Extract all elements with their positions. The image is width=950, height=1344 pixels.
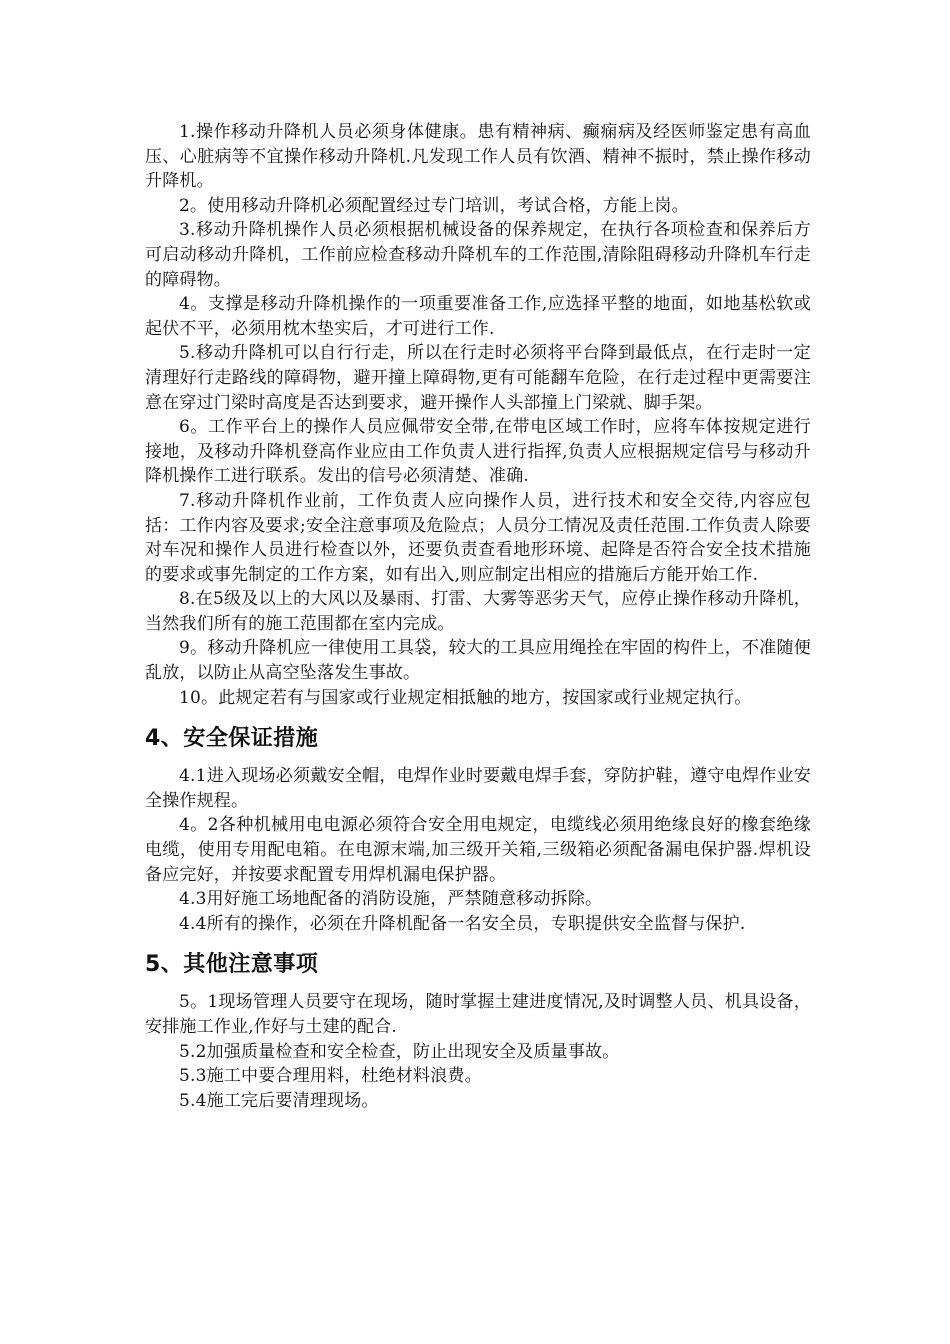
section-4-item: 4.1进入现场必须戴安全帽，电焊作业时要戴电焊手套，穿防护鞋，遵守电焊作业安全操作规程。: [145, 766, 811, 811]
section-5-item: 5.4施工完后要清理现场。: [179, 1090, 379, 1111]
section-4-heading: 4、安全保证措施: [145, 726, 319, 752]
section-4-item: 4。2各种机械用电电源必须符合安全用电规定，电缆线必须用绝缘良好的橡套绝缘电缆，使用专用配电箱。在电源末端,加三级开关箱,三级箱必须配备漏电保护器.焊机设备应完好，并按要求配置专用焊机漏电保护器。: [145, 815, 811, 885]
section-5-item: 5.3施工中要合理用料，杜绝材料浪费。: [179, 1066, 482, 1087]
rule-item-1: 1.操作移动升降机人员必须身体健康。患有精神病、癫痫病及经医师鉴定患有高血压、心脏病等不宜操作移动升降机.凡发现工作人员有饮酒、精神不振时，禁止操作移动升降机。: [145, 122, 811, 192]
document-page: [145, 120, 811, 1113]
rule-item-6: 6。工作平台上的操作人员应佩带安全带,在带电区域工作时，应将车体按规定进行接地，及移动升降机登高作业应由工作负责人进行指挥,负责人应根据规定信号与移动升降机操作工进行联系。发出的信号必须清楚、准确.: [145, 417, 811, 487]
rule-item-7: 7.移动升降机作业前，工作负责人应向操作人员，进行技术和安全交待,内容应包括：工作内容及要求;安全注意事项及危险点；人员分工情况及责任范围.工作负责人除要对车况和操作人员进行检查以外，还要负责查看地形环境、起降是否符合安全技术措施的要求或事先制定的工作方案，如有出入,则应制定出相应的措施后方能开始工作.: [145, 490, 811, 585]
rule-item-2: 2。使用移动升降机必须配置经过专门培训，考试合格，方能上岗。: [179, 195, 689, 216]
section-5-list: [145, 990, 811, 1113]
rule-item-9: 9。移动升降机应一律使用工具袋，较大的工具应用绳拴在牢固的构件上，不准随便乱放，以防止从高空坠落发生事故。: [145, 638, 811, 684]
section-5-item: 5.2加强质量检查和安全检查，防止出现安全及质量事故。: [179, 1041, 620, 1062]
section-4-item: 4.3用好施工场地配备的消防设施，严禁随意移动拆除。: [179, 889, 603, 910]
section-4-list: [145, 764, 811, 936]
section-5-heading: 5、其他注意事项: [145, 952, 319, 978]
rule-item-5: 5.移动升降机可以自行行走，所以在行走时必须将平台降到最低点，在行走时一定清理好行走路线的障碍物，避开撞上障碍物,更有可能翻车危险，在行走过程中更需要注意在穿过门梁时高度是否达到要求，避开操作人头部撞上门梁就、脚手架。: [145, 343, 811, 413]
section-5-item: 5。1现场管理人员要守在现场，随时掌握土建进度情况,及时调整人员、机具设备，安排施工作业,作好与土建的配合.: [145, 992, 811, 1037]
rule-item-8: 8.在5级及以上的大风以及暴雨、打雷、大雾等恶劣天气，应停止操作移动升降机，当然我们所有的施工范围都在室内完成。: [145, 589, 811, 634]
rule-item-10: 10。此规定若有与国家或行业规定相抵触的地方，按国家或行业规定执行。: [179, 687, 752, 708]
rule-item-3: 3.移动升降机操作人员必须根据机械设备的保养规定，在执行各项检查和保养后方可启动移动升降机，工作前应检查移动升降机车的工作范围,清除阻碍移动升降机车行走的障碍物。: [145, 220, 811, 290]
rules-list: [145, 120, 811, 710]
rule-item-4: 4。支撑是移动升降机操作的一项重要准备工作,应选择平整的地面，如地基松软或起伏不平，必须用枕木垫实后，才可进行工作.: [145, 294, 811, 339]
section-4-item: 4.4所有的操作，必须在升降机配备一名安全员，专职提供安全监督与保护.: [179, 913, 746, 934]
